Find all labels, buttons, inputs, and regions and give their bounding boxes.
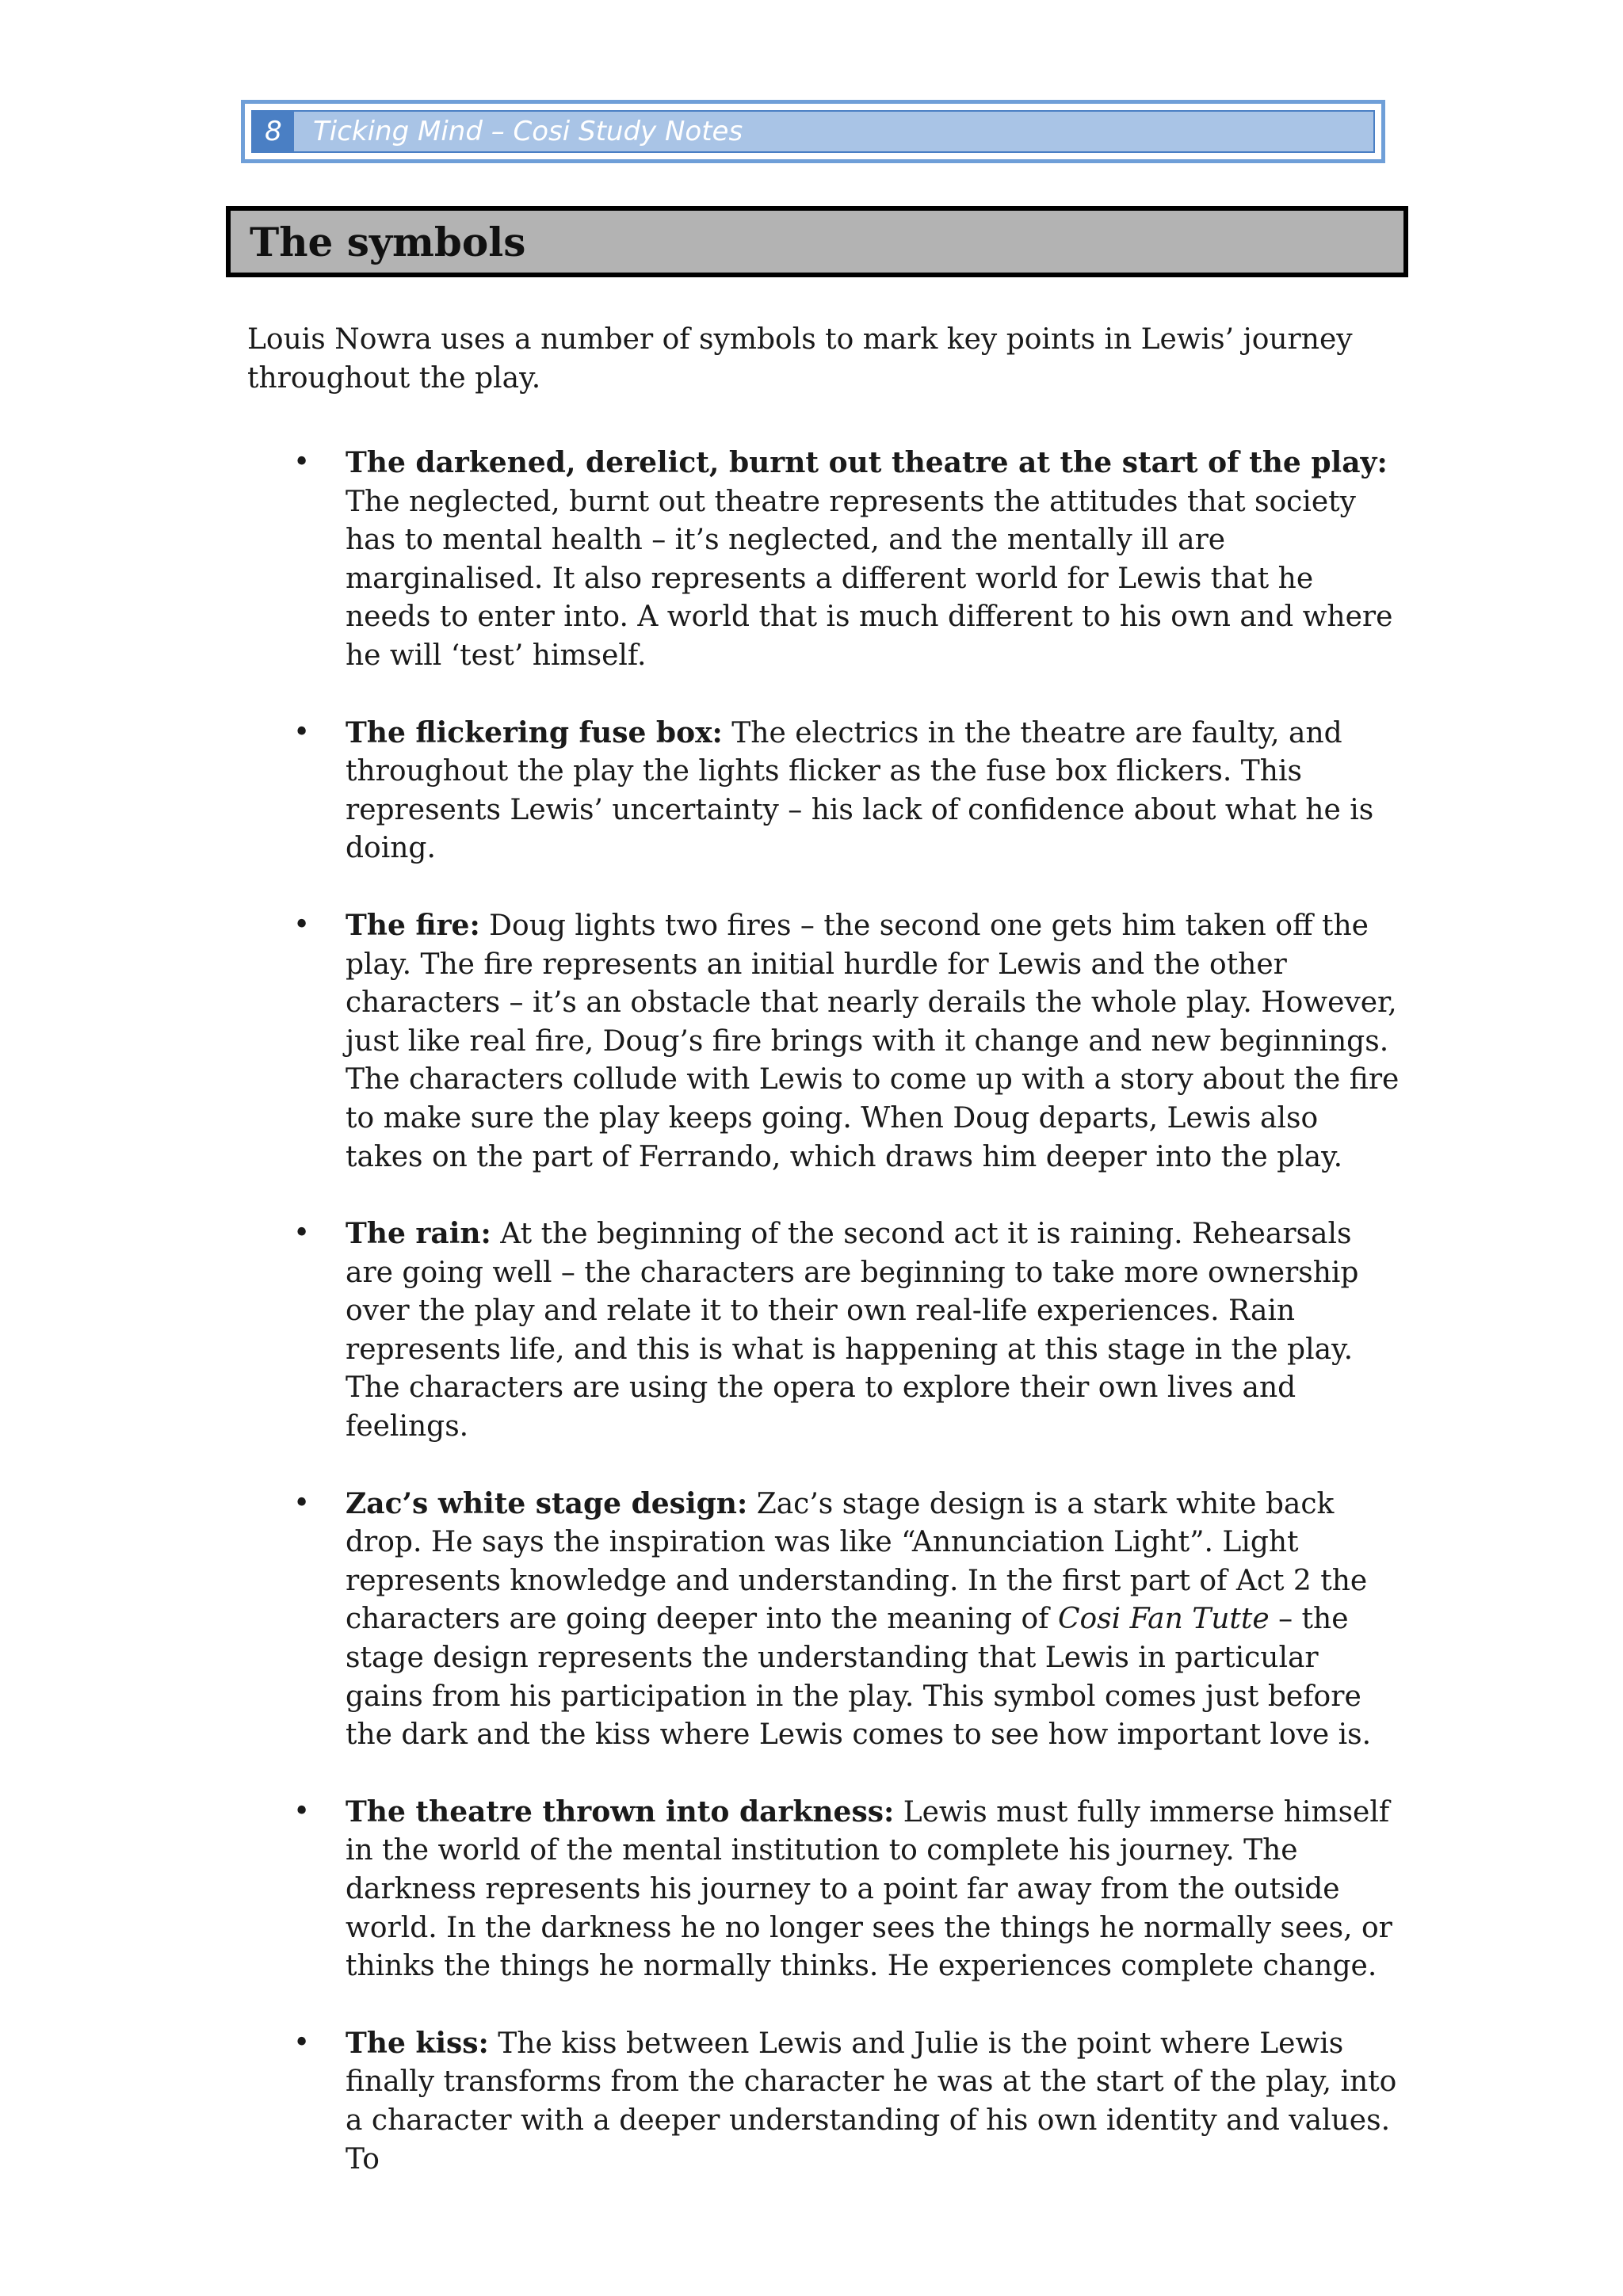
page-number: 8 bbox=[253, 112, 294, 151]
intro-paragraph: Louis Nowra uses a number of symbols to mark key points in Lewis’ journey throughout the play. bbox=[247, 323, 1353, 395]
bullet-icon: • bbox=[293, 1217, 311, 1250]
bullet-icon: • bbox=[293, 1794, 311, 1828]
symbol-description: Lewis must fully immerse himself in the world of the mental institution to complete his journey. The darkness represents his journey to a point far away from the outside world. In the darkness he no longer sees the things he normally sees, or thinks the things he normally thinks. He experiences complete change. bbox=[346, 1795, 1392, 1983]
running-header-bar bbox=[251, 110, 1375, 153]
symbol-item-fuse-box bbox=[247, 714, 1404, 868]
symbol-term: The rain: bbox=[346, 1217, 491, 1251]
symbol-item-stage-design bbox=[247, 1485, 1404, 1755]
symbol-description: The kiss between Lewis and Julie is the point where Lewis finally transforms from the character he was at the start of the play, into a character with a deeper understanding of his own identity and values. To bbox=[346, 2027, 1397, 2176]
symbol-item-darkness bbox=[247, 1793, 1404, 1986]
symbol-description: Zac’s stage design is a stark white back drop. He says the inspiration was like “Annunciation Light”. Light represents knowledge and understanding. In the first part of Act 2 the characters are going deeper into the meaning of bbox=[346, 1487, 1368, 1636]
symbol-term: Zac’s white stage design: bbox=[346, 1486, 748, 1520]
symbol-item-fire bbox=[247, 906, 1404, 1177]
bullet-icon: • bbox=[293, 908, 311, 941]
symbol-list bbox=[247, 444, 1404, 2217]
symbol-description: Doug lights two fires – the second one gets him taken off the play. The fire represents an initial hurdle for Lewis and the other characters – it’s an obstacle that nearly derails the whole play. However, just like real fire, Doug’s fire brings with it change and new beginnings. The characters collude with Lewis to come up with a story about the fire to make sure the play keeps going. When Doug departs, Lewis also takes on the part of Ferrando, which draws him deeper into the play. bbox=[346, 909, 1400, 1173]
symbol-description: The electrics in the theatre are faulty, and throughout the play the lights flicker as the fuse box flickers. This represents Lewis’ uncertainty – his lack of confidence about what he is doing. bbox=[346, 716, 1374, 865]
symbol-term: The darkened, derelict, burnt out theatre at the start of the play: bbox=[346, 446, 1388, 479]
bullet-icon: • bbox=[293, 2026, 311, 2059]
symbol-item-kiss bbox=[247, 2024, 1404, 2179]
bullet-icon: • bbox=[293, 715, 311, 749]
running-header bbox=[241, 100, 1385, 163]
symbol-term: The theatre thrown into darkness: bbox=[346, 1794, 895, 1829]
symbol-term: The fire: bbox=[346, 908, 480, 942]
symbol-item-rain bbox=[247, 1215, 1404, 1447]
symbol-description-continued: – the stage design represents the understanding that Lewis in particular gains from his participation in the play. This symbol comes just before the dark and the kiss where Lewis comes to see how important love is. bbox=[346, 1603, 1372, 1752]
bullet-icon: • bbox=[293, 1486, 311, 1520]
symbol-item-theatre bbox=[247, 444, 1404, 676]
bullet-icon: • bbox=[293, 446, 311, 479]
opera-title: Cosi Fan Tutte bbox=[1057, 1603, 1270, 1636]
section-title: The symbols bbox=[250, 218, 526, 265]
symbol-description: At the beginning of the second act it is raining. Rehearsals are going well – the characters are beginning to take more ownership over the play and relate it to their own real-life experiences. Rain represents life, and this is what is happening at this stage in the play. The characters are using the opera to explore their own lives and feelings. bbox=[346, 1218, 1359, 1444]
symbol-term: The flickering fuse box: bbox=[346, 715, 723, 749]
section-heading-box bbox=[226, 206, 1408, 277]
symbol-term: The kiss: bbox=[346, 2026, 489, 2060]
symbol-description: The neglected, burnt out theatre represents the attitudes that society has to mental health – it’s neglected, and the mentally ill are marginalised. It also represents a different world for Lewis that he needs to enter into. A world that is much different to his own and where he will ‘test’ himself. bbox=[346, 485, 1393, 672]
header-title: Ticking Mind – Cosi Study Notes bbox=[313, 116, 743, 147]
